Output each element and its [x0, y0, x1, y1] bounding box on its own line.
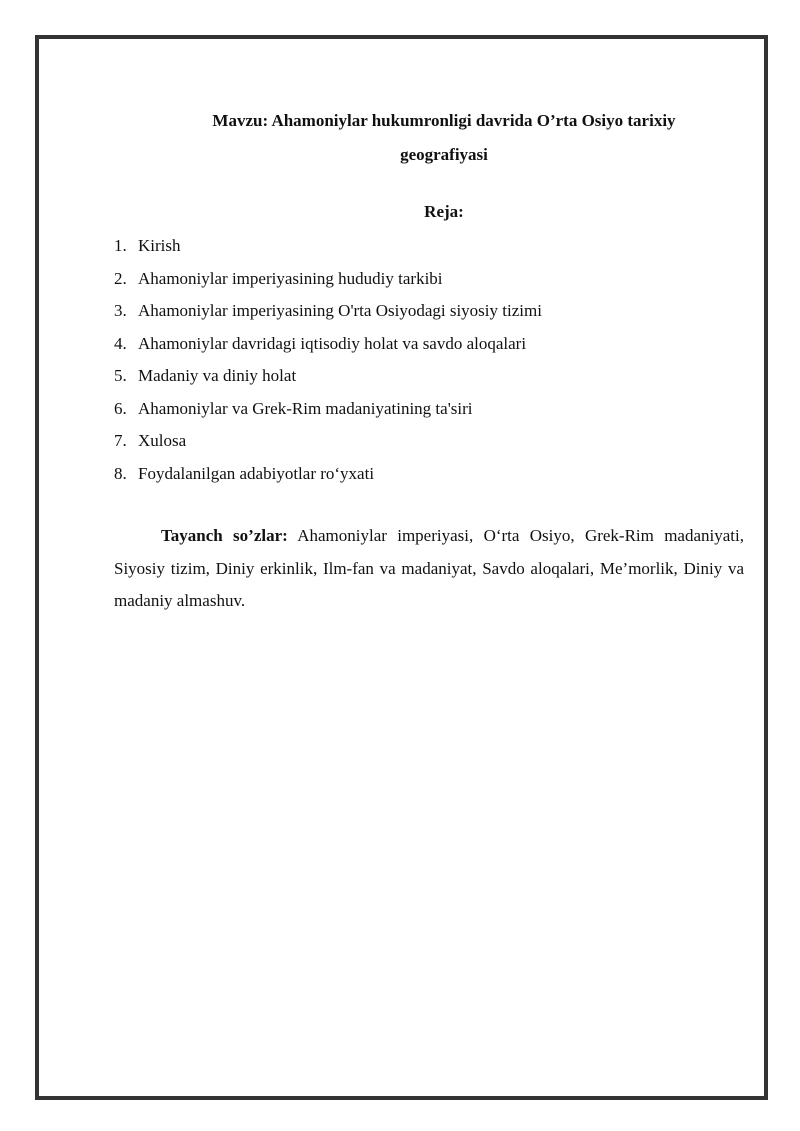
title-line-1: Mavzu: Ahamoniylar hukumronligi davrida O’rta Osiyo tarixiy — [212, 111, 676, 130]
plan-item-text: Kirish — [138, 236, 181, 255]
plan-item-text: Ahamoniylar davridagi iqtisodiy holat va savdo aloqalari — [138, 333, 527, 353]
plan-item-number: 6. — [114, 398, 127, 418]
document-body — [114, 104, 744, 635]
keywords-label: Tayanch so’zlar: — [161, 526, 288, 545]
plan-item — [114, 458, 744, 491]
plan-item-text: Foydalanilgan adabiyotlar ro‘yxati — [138, 463, 375, 483]
plan-item — [114, 295, 744, 328]
title-line-2: geografiyasi — [400, 145, 488, 164]
plan-item-text: Ahamoniylar va Grek-Rim madaniyatining ta'siri — [138, 398, 473, 418]
plan-item-number: 5. — [114, 366, 127, 385]
plan-item-text: Ahamoniylar imperiyasining O'rta Osiyodagi siyosiy tizimi — [138, 301, 542, 320]
keywords-text: Ahamoniylar imperiyasi, O‘rta Osiyo, Grek-Rim madaniyati, Siyosiy tizim, Diniy erkinlik, Ilm-fan va madaniyat, Savdo aloqalari, Me’morlik, Diniy va madaniy almashuv. — [114, 526, 744, 610]
plan-item — [114, 425, 744, 458]
plan-item-number: 2. — [114, 268, 127, 288]
plan-item — [114, 230, 744, 263]
plan-item-number: 7. — [114, 431, 127, 450]
plan-item-text: Ahamoniylar imperiyasining hududiy tarkibi — [138, 268, 443, 288]
plan-item — [114, 328, 744, 361]
plan-item-number: 8. — [114, 463, 127, 483]
plan-item-text: Xulosa — [138, 431, 187, 450]
plan-item-text: Madaniy va diniy holat — [138, 366, 297, 385]
plan-item-number: 3. — [114, 301, 127, 320]
plan-item-number: 1. — [114, 236, 127, 255]
plan-item — [114, 360, 744, 393]
plan-item — [114, 263, 744, 296]
plan-heading: Reja: — [424, 202, 464, 221]
document-title — [114, 104, 744, 172]
plan-item-number: 4. — [114, 333, 127, 353]
plan-item — [114, 393, 744, 426]
keywords-paragraph — [114, 520, 744, 618]
plan-list — [114, 230, 744, 490]
